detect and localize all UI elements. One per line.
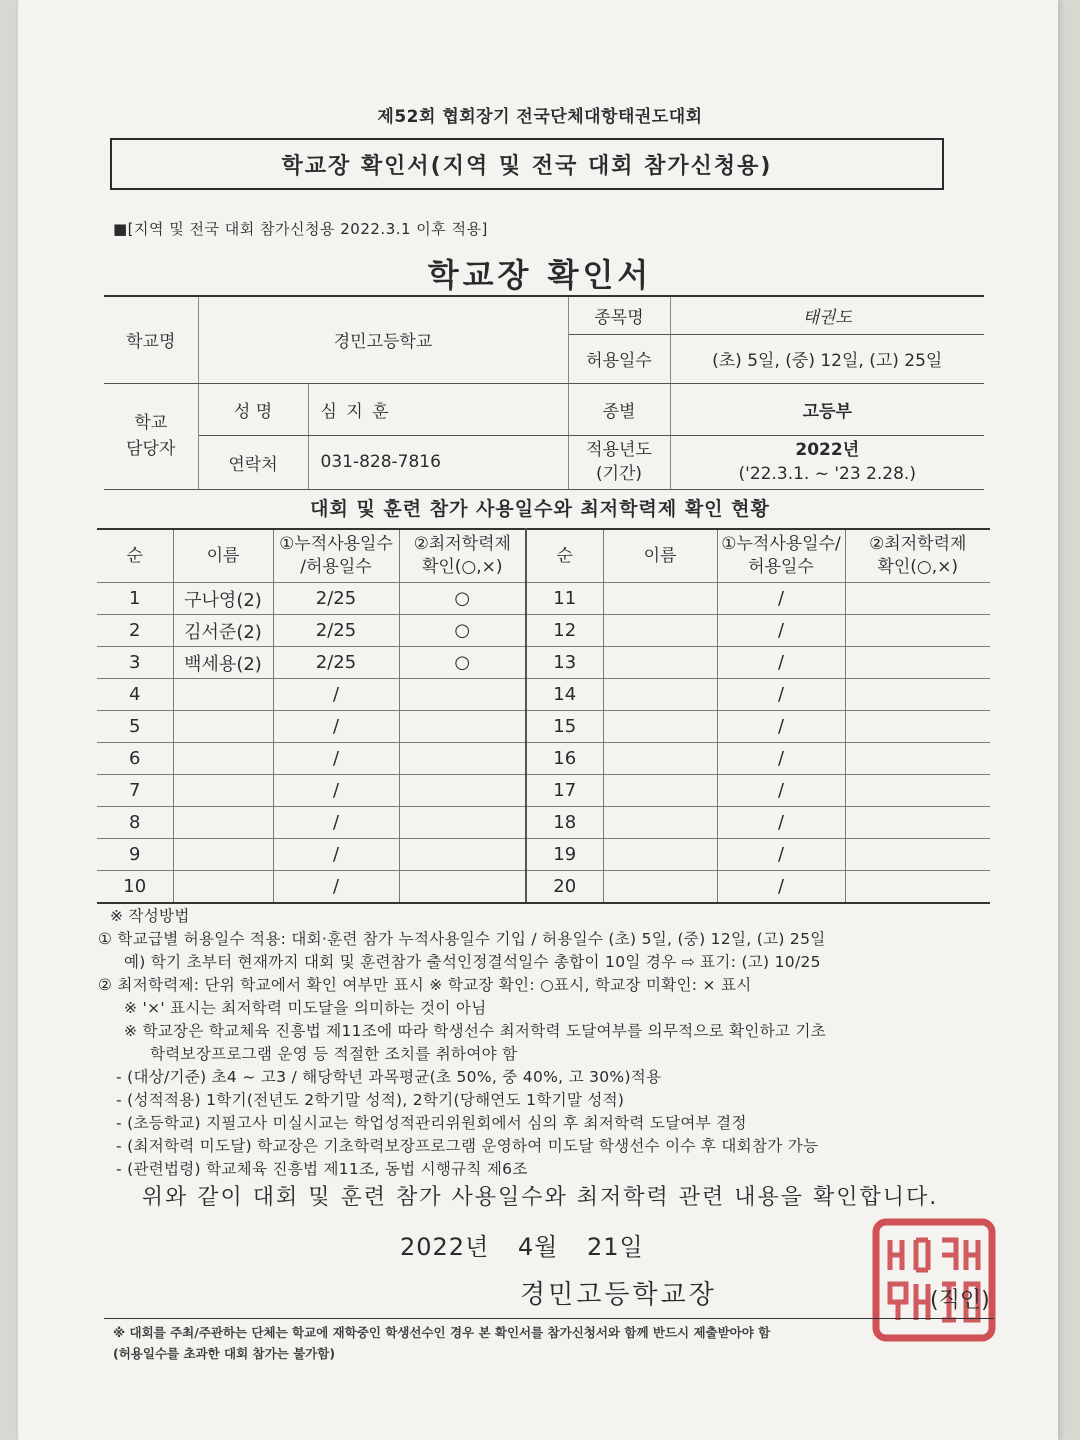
manager-label: 학교 담당자	[104, 383, 198, 489]
min-academic-check-cell	[845, 743, 990, 775]
used-days-cell: /	[273, 711, 399, 743]
table-row	[97, 871, 990, 904]
table-row	[97, 807, 990, 839]
writing-instructions	[98, 905, 1004, 1181]
status-section-title: 대회 및 훈련 참가 사용일수와 최저학력제 확인 현황	[310, 498, 770, 520]
athlete-name-cell	[603, 775, 717, 807]
used-days-cell: /	[717, 679, 845, 711]
table-header-row	[97, 529, 990, 583]
instruction-line: 학력보장프로그램 운영 등 적절한 조치를 취하여야 함	[150, 1045, 518, 1063]
allowed-days-value: (초) 5일, (중) 12일, (고) 25일	[670, 334, 984, 383]
row-number-cell: 20	[526, 871, 603, 904]
instruction-line: - (관련법령) 학교체육 진흥법 제11조, 동법 시행규칙 제6조	[116, 1160, 528, 1178]
athlete-name-cell	[603, 743, 717, 775]
col-header-name: 이름	[173, 529, 273, 583]
allowed-days-label: 허용일수	[568, 334, 670, 383]
manager-name-value: 심 지 훈	[308, 383, 568, 435]
col-header-check	[399, 529, 526, 583]
athlete-name-cell	[603, 839, 717, 871]
footer-divider	[104, 1318, 994, 1319]
page-title: 학교장 확인서	[427, 256, 653, 294]
min-academic-check-cell	[399, 711, 526, 743]
row-number-cell: 5	[97, 711, 173, 743]
row-number-cell: 8	[97, 807, 173, 839]
col-header-days-line2: /허용일수	[300, 557, 372, 577]
table-row	[97, 583, 990, 615]
contact-value: 031-828-7816	[308, 435, 568, 489]
category-value: 고등부	[670, 383, 984, 435]
table-row	[97, 839, 990, 871]
instruction-line: ② 최저학력제: 단위 학교에서 확인 여부만 표시 ※ 학교장 확인: ○표시, 학교장 미확인: × 표시	[98, 976, 752, 994]
used-days-cell: /	[717, 839, 845, 871]
min-academic-check-cell	[399, 775, 526, 807]
col-header-no: 순	[97, 529, 173, 583]
row-number-cell: 3	[97, 647, 173, 679]
row-number-cell: 9	[97, 839, 173, 871]
sport-label: 종목명	[568, 296, 670, 334]
athlete-name-cell	[173, 743, 273, 775]
used-days-cell: 2/25	[273, 647, 399, 679]
col-header-check-right-line1: ②최저학력제	[869, 534, 967, 554]
used-days-cell: 2/25	[273, 583, 399, 615]
footer-notes	[113, 1322, 770, 1364]
athlete-name-cell	[603, 615, 717, 647]
used-days-cell: 2/25	[273, 615, 399, 647]
table-row	[97, 743, 990, 775]
athlete-name-cell	[173, 711, 273, 743]
row-number-cell: 4	[97, 679, 173, 711]
instruction-line: ※ 학교장은 학교체육 진흥법 제11조에 따라 학생선수 최저학력 도달여부를 의무적으로 확인하고 기초	[124, 1022, 827, 1040]
col-header-check-right-line2: 확인(○,×)	[877, 557, 959, 577]
athlete-name-cell	[603, 679, 717, 711]
col-header-days-right-line1: ①누적사용일수/	[721, 534, 841, 554]
table-row	[97, 775, 990, 807]
min-academic-check-cell	[845, 807, 990, 839]
min-academic-check-cell	[845, 647, 990, 679]
used-days-cell: /	[273, 871, 399, 904]
athlete-status-table	[97, 528, 990, 904]
used-days-cell: /	[273, 807, 399, 839]
seal-mark-text: (직인)	[930, 1288, 990, 1313]
min-academic-check-cell: ○	[399, 583, 526, 615]
instructions-heading: ※ 작성방법	[110, 907, 190, 925]
row-number-cell: 15	[526, 711, 603, 743]
school-name-value: 경민고등학교	[198, 296, 568, 383]
athlete-name-cell	[173, 807, 273, 839]
used-days-cell: /	[717, 615, 845, 647]
row-number-cell: 14	[526, 679, 603, 711]
used-days-cell: /	[273, 679, 399, 711]
row-number-cell: 19	[526, 839, 603, 871]
col-header-days-line1: ①누적사용일수	[279, 534, 393, 554]
form-title-box	[110, 138, 944, 190]
year-value: 2022년	[795, 440, 860, 460]
min-academic-check-cell	[845, 839, 990, 871]
row-number-cell: 18	[526, 807, 603, 839]
col-header-check-line2: 확인(○,×)	[421, 557, 503, 577]
instruction-line: - (성적적용) 1학기(전년도 2학기말 성적), 2학기(당해연도 1학기말 성적)	[116, 1091, 625, 1109]
min-academic-check-cell	[845, 679, 990, 711]
table-row	[97, 711, 990, 743]
min-academic-check-cell: ○	[399, 615, 526, 647]
used-days-cell: /	[717, 743, 845, 775]
used-days-cell: /	[273, 743, 399, 775]
row-number-cell: 12	[526, 615, 603, 647]
row-number-cell: 10	[97, 871, 173, 904]
instruction-line: - (초등학교) 지필고사 미실시교는 학업성적관리위원회에서 심의 후 최저학력 도달여부 결정	[116, 1114, 747, 1132]
col-header-days-right	[717, 529, 845, 583]
used-days-cell: /	[717, 647, 845, 679]
athlete-name-cell: 김서준(2)	[173, 615, 273, 647]
applicability-note: ■[지역 및 전국 대회 참가신청용 2022.3.1 이후 적용]	[113, 220, 488, 238]
used-days-cell: /	[717, 871, 845, 904]
row-number-cell: 2	[97, 615, 173, 647]
athlete-name-cell	[603, 583, 717, 615]
col-header-days-right-line2: 허용일수	[748, 557, 814, 577]
confirmation-statement: 위와 같이 대회 및 훈련 참가 사용일수와 최저학력 관련 내용을 확인합니다.	[141, 1185, 939, 1210]
min-academic-check-cell	[845, 775, 990, 807]
contact-label: 연락처	[198, 435, 308, 489]
athlete-name-cell	[603, 871, 717, 904]
col-header-name-right: 이름	[603, 529, 717, 583]
row-number-cell: 6	[97, 743, 173, 775]
athlete-name-cell	[173, 679, 273, 711]
col-header-check-right	[845, 529, 990, 583]
name-label: 성 명	[198, 383, 308, 435]
athlete-name-cell	[603, 647, 717, 679]
row-number-cell: 11	[526, 583, 603, 615]
min-academic-check-cell	[845, 583, 990, 615]
row-number-cell: 16	[526, 743, 603, 775]
instruction-line: 예) 학기 초부터 현재까지 대회 및 훈련참가 출석인정결석일수 총합이 10일 경우 ⇨ 표기: (고) 10/25	[124, 953, 821, 971]
athlete-name-cell	[173, 871, 273, 904]
col-header-no-right: 순	[526, 529, 603, 583]
year-label	[568, 435, 670, 489]
athlete-name-cell	[603, 807, 717, 839]
principal-signature: 경민고등학교장	[520, 1280, 717, 1310]
period-value: ('22.3.1. ~ '23 2.28.)	[738, 464, 916, 484]
athlete-name-cell	[603, 711, 717, 743]
year-label-line1: 적용년도	[586, 440, 652, 460]
row-number-cell: 13	[526, 647, 603, 679]
used-days-cell: /	[717, 711, 845, 743]
min-academic-check-cell	[399, 679, 526, 711]
used-days-cell: /	[717, 775, 845, 807]
athlete-name-cell	[173, 839, 273, 871]
year-label-line2: (기간)	[595, 464, 643, 484]
athlete-name-cell	[173, 775, 273, 807]
official-seal-icon	[872, 1218, 996, 1342]
table-row	[97, 679, 990, 711]
footer-note: (허용일수를 초과한 대회 참가는 불가함)	[113, 1346, 336, 1361]
instruction-line: ① 학교급별 허용일수 적용: 대회·훈련 참가 누적사용일수 기입 / 허용일수 (초) 5일, (중) 12일, (고) 25일	[98, 930, 826, 948]
used-days-cell: /	[273, 775, 399, 807]
min-academic-check-cell	[399, 871, 526, 904]
athlete-name-cell: 백세용(2)	[173, 647, 273, 679]
instruction-line: - (대상/기준) 초4 ~ 고3 / 해당학년 과목평균(초 50%, 중 40%, 고 30%)적용	[116, 1068, 662, 1086]
min-academic-check-cell	[845, 615, 990, 647]
table-row	[97, 615, 990, 647]
row-number-cell: 7	[97, 775, 173, 807]
min-academic-check-cell	[845, 711, 990, 743]
used-days-cell: /	[717, 807, 845, 839]
used-days-cell: /	[273, 839, 399, 871]
instruction-line: ※ '×' 표시는 최저학력 미도달을 의미하는 것이 아님	[124, 999, 487, 1017]
row-number-cell: 17	[526, 775, 603, 807]
school-info-table	[104, 295, 984, 490]
min-academic-check-cell	[399, 839, 526, 871]
sport-value: 태권도	[670, 296, 984, 334]
used-days-cell: /	[717, 583, 845, 615]
category-label: 종별	[568, 383, 670, 435]
min-academic-check-cell	[399, 807, 526, 839]
row-number-cell: 1	[97, 583, 173, 615]
col-header-check-line1: ②최저학력제	[413, 534, 511, 554]
year-value-cell	[670, 435, 984, 489]
footer-note: ※ 대회를 주최/주관하는 단체는 학교에 재학중인 학생선수인 경우 본 확인서를 참가신청서와 함께 반드시 제출받아야 함	[113, 1325, 771, 1340]
min-academic-check-cell	[845, 871, 990, 904]
issue-date: 2022년 4월 21일	[400, 1233, 644, 1261]
col-header-days	[273, 529, 399, 583]
instruction-line: - (최저학력 미도달) 학교장은 기초학력보장프로그램 운영하여 미도달 학생선수 이수 후 대회참가 가능	[116, 1137, 819, 1155]
min-academic-check-cell: ○	[399, 647, 526, 679]
school-name-label: 학교명	[104, 296, 198, 383]
athlete-name-cell: 구나영(2)	[173, 583, 273, 615]
min-academic-check-cell	[399, 743, 526, 775]
event-title: 제52회 협회장기 전국단체대항태권도대회	[377, 107, 703, 127]
table-row	[97, 647, 990, 679]
form-title: 학교장 확인서(지역 및 전국 대회 참가신청용)	[281, 153, 773, 179]
